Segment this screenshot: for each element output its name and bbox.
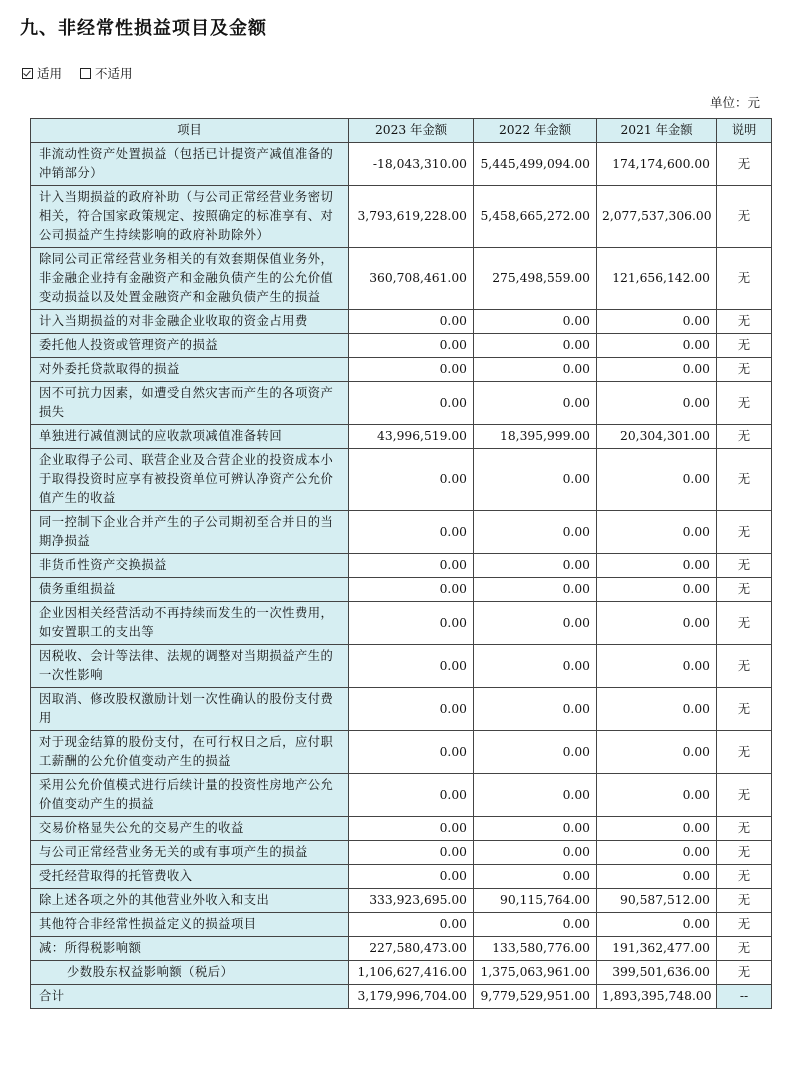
row-note: 无: [717, 425, 772, 449]
row-value-2022: 0.00: [474, 688, 597, 731]
row-note: 无: [717, 578, 772, 602]
table-row: [31, 817, 772, 841]
row-item-label: 计入当期损益的对非金融企业收取的资金占用费: [31, 310, 349, 334]
row-note: --: [717, 985, 772, 1009]
checkbox-empty-icon[interactable]: [80, 68, 91, 79]
row-note: 无: [717, 817, 772, 841]
section-heading: 九、非经常性损益项目及金额: [20, 18, 267, 39]
table-row: [31, 937, 772, 961]
row-value-2021: 0.00: [597, 310, 717, 334]
row-value-2023: 43,996,519.00: [349, 425, 474, 449]
row-item-label: 非流动性资产处置损益（包括已计提资产减值准备的冲销部分）: [31, 143, 349, 186]
row-item-label: 因不可抗力因素，如遭受自然灾害而产生的各项资产损失: [31, 382, 349, 425]
row-value-2022: 0.00: [474, 449, 597, 511]
row-item-label: 除上述各项之外的其他营业外收入和支出: [31, 889, 349, 913]
row-note: 无: [717, 186, 772, 248]
row-value-2022: 0.00: [474, 382, 597, 425]
row-value-2022: 0.00: [474, 511, 597, 554]
row-value-2022: 0.00: [474, 817, 597, 841]
row-item-label: 合计: [31, 985, 349, 1009]
row-value-2023: 0.00: [349, 578, 474, 602]
row-value-2022: 0.00: [474, 645, 597, 688]
table-row: [31, 382, 772, 425]
row-value-2023: 0.00: [349, 358, 474, 382]
row-value-2021: 0.00: [597, 578, 717, 602]
row-item-label: 单独进行减值测试的应收款项减值准备转回: [31, 425, 349, 449]
row-note: 无: [717, 511, 772, 554]
row-note: 无: [717, 449, 772, 511]
row-value-2022: 275,498,559.00: [474, 248, 597, 310]
row-value-2022: 0.00: [474, 865, 597, 889]
row-value-2021: 0.00: [597, 817, 717, 841]
row-item-label: 非货币性资产交换损益: [31, 554, 349, 578]
table-row: [31, 554, 772, 578]
row-note: 无: [717, 554, 772, 578]
row-note: 无: [717, 889, 772, 913]
row-value-2023: 0.00: [349, 382, 474, 425]
row-value-2023: 0.00: [349, 817, 474, 841]
row-note: 无: [717, 334, 772, 358]
row-note: 无: [717, 645, 772, 688]
row-note: 无: [717, 913, 772, 937]
header-note: 说明: [717, 119, 772, 143]
row-note: 无: [717, 382, 772, 425]
row-note: 无: [717, 841, 772, 865]
header-item: 项目: [31, 119, 349, 143]
row-item-label: 企业取得子公司、联营企业及合营企业的投资成本小于取得投资时应享有被投资单位可辨认净资产公允价值产生的收益: [31, 449, 349, 511]
row-value-2023: 3,793,619,228.00: [349, 186, 474, 248]
row-value-2023: 0.00: [349, 602, 474, 645]
row-value-2022: 0.00: [474, 841, 597, 865]
row-value-2023: 0.00: [349, 554, 474, 578]
row-value-2021: 0.00: [597, 731, 717, 774]
row-item-label: 交易价格显失公允的交易产生的收益: [31, 817, 349, 841]
row-value-2022: 18,395,999.00: [474, 425, 597, 449]
row-value-2021: 0.00: [597, 334, 717, 358]
row-value-2021: 0.00: [597, 358, 717, 382]
table-row: [31, 865, 772, 889]
header-2023: 2023 年金额: [349, 119, 474, 143]
table-row: [31, 961, 772, 985]
row-value-2021: 0.00: [597, 913, 717, 937]
row-item-label: 对于现金结算的股份支付，在可行权日之后，应付职工薪酬的公允价值变动产生的损益: [31, 731, 349, 774]
row-value-2021: 1,893,395,748.00: [597, 985, 717, 1009]
row-note: 无: [717, 143, 772, 186]
row-value-2023: -18,043,310.00: [349, 143, 474, 186]
row-value-2021: 0.00: [597, 554, 717, 578]
row-value-2023: 3,179,996,704.00: [349, 985, 474, 1009]
row-value-2021: 0.00: [597, 449, 717, 511]
row-value-2022: 5,445,499,094.00: [474, 143, 597, 186]
non-recurring-gains-table: [30, 118, 772, 1009]
table-row: [31, 248, 772, 310]
row-item-label: 债务重组损益: [31, 578, 349, 602]
table-row: [31, 449, 772, 511]
row-value-2023: 0.00: [349, 688, 474, 731]
row-item-label: 同一控制下企业合并产生的子公司期初至合并日的当期净损益: [31, 511, 349, 554]
row-item-label: 计入当期损益的政府补助（与公司正常经营业务密切相关，符合国家政策规定、按照确定的标准享有、对公司损益产生持续影响的政府补助除外）: [31, 186, 349, 248]
row-value-2021: 0.00: [597, 602, 717, 645]
row-value-2022: 1,375,063,961.00: [474, 961, 597, 985]
row-value-2023: 1,106,627,416.00: [349, 961, 474, 985]
row-value-2023: 0.00: [349, 731, 474, 774]
row-value-2021: 0.00: [597, 511, 717, 554]
row-value-2022: 9,779,529,951.00: [474, 985, 597, 1009]
table-row: [31, 310, 772, 334]
row-note: 无: [717, 865, 772, 889]
row-value-2021: 2,077,537,306.00: [597, 186, 717, 248]
row-item-label: 减：所得税影响额: [31, 937, 349, 961]
row-value-2021: 174,174,600.00: [597, 143, 717, 186]
row-value-2022: 0.00: [474, 358, 597, 382]
row-item-label: 委托他人投资或管理资产的损益: [31, 334, 349, 358]
row-value-2023: 0.00: [349, 511, 474, 554]
row-value-2022: 0.00: [474, 602, 597, 645]
row-item-label: 因税收、会计等法律、法规的调整对当期损益产生的一次性影响: [31, 645, 349, 688]
row-item-label: 对外委托贷款取得的损益: [31, 358, 349, 382]
row-item-label: 除同公司正常经营业务相关的有效套期保值业务外，非金融企业持有金融资产和金融负债产生的公允价值变动损益以及处置金融资产和金融负债产生的损益: [31, 248, 349, 310]
table-row: [31, 334, 772, 358]
row-value-2022: 0.00: [474, 913, 597, 937]
table-row: [31, 186, 772, 248]
row-value-2022: 0.00: [474, 334, 597, 358]
row-note: 无: [717, 961, 772, 985]
row-value-2023: 0.00: [349, 645, 474, 688]
row-value-2023: 227,580,473.00: [349, 937, 474, 961]
row-item-label: 与公司正常经营业务无关的或有事项产生的损益: [31, 841, 349, 865]
table-row: [31, 889, 772, 913]
row-value-2021: 0.00: [597, 688, 717, 731]
row-value-2021: 0.00: [597, 865, 717, 889]
table-body: [31, 143, 772, 1009]
table-row: [31, 511, 772, 554]
table-row: [31, 143, 772, 186]
row-value-2023: 0.00: [349, 334, 474, 358]
header-2022: 2022 年金额: [474, 119, 597, 143]
row-value-2021: 0.00: [597, 645, 717, 688]
table-row: [31, 774, 772, 817]
table-row: [31, 841, 772, 865]
row-note: 无: [717, 310, 772, 334]
row-value-2023: 0.00: [349, 841, 474, 865]
table-row: [31, 578, 772, 602]
row-item-label: 企业因相关经营活动不再持续而发生的一次性费用，如安置职工的支出等: [31, 602, 349, 645]
option-not-applicable-label: 不适用: [95, 66, 133, 81]
row-note: 无: [717, 248, 772, 310]
row-value-2021: 0.00: [597, 774, 717, 817]
row-value-2021: 399,501,636.00: [597, 961, 717, 985]
row-note: 无: [717, 937, 772, 961]
row-value-2023: 0.00: [349, 310, 474, 334]
row-value-2021: 20,304,301.00: [597, 425, 717, 449]
row-item-label: 因取消、修改股权激励计划一次性确认的股份支付费用: [31, 688, 349, 731]
table-row: [31, 358, 772, 382]
table-row: [31, 425, 772, 449]
option-applicable-label: 适用: [37, 66, 63, 81]
row-item-label: 采用公允价值模式进行后续计量的投资性房地产公允价值变动产生的损益: [31, 774, 349, 817]
table-row: [31, 602, 772, 645]
table-row: [31, 645, 772, 688]
row-value-2021: 191,362,477.00: [597, 937, 717, 961]
row-value-2023: 0.00: [349, 449, 474, 511]
row-item-label: 受托经营取得的托管费收入: [31, 865, 349, 889]
row-value-2022: 5,458,665,272.00: [474, 186, 597, 248]
row-value-2022: 133,580,776.00: [474, 937, 597, 961]
row-value-2022: 0.00: [474, 554, 597, 578]
row-value-2023: 0.00: [349, 913, 474, 937]
row-value-2021: 0.00: [597, 841, 717, 865]
row-item-label: 其他符合非经常性损益定义的损益项目: [31, 913, 349, 937]
row-value-2022: 90,115,764.00: [474, 889, 597, 913]
table-row: [31, 985, 772, 1009]
row-note: 无: [717, 774, 772, 817]
row-value-2022: 0.00: [474, 731, 597, 774]
row-value-2023: 0.00: [349, 865, 474, 889]
applicability-options: [22, 64, 133, 82]
row-note: 无: [717, 602, 772, 645]
header-2021: 2021 年金额: [597, 119, 717, 143]
table-row: [31, 731, 772, 774]
row-value-2021: 90,587,512.00: [597, 889, 717, 913]
row-value-2021: 121,656,142.00: [597, 248, 717, 310]
row-value-2022: 0.00: [474, 310, 597, 334]
row-value-2023: 333,923,695.00: [349, 889, 474, 913]
row-value-2022: 0.00: [474, 578, 597, 602]
row-value-2023: 360,708,461.00: [349, 248, 474, 310]
row-value-2022: 0.00: [474, 774, 597, 817]
row-note: 无: [717, 731, 772, 774]
row-note: 无: [717, 358, 772, 382]
row-value-2023: 0.00: [349, 774, 474, 817]
table-header-row: [31, 119, 772, 143]
table-row: [31, 913, 772, 937]
row-value-2021: 0.00: [597, 382, 717, 425]
table-row: [31, 688, 772, 731]
unit-label: 单位：元: [709, 95, 760, 110]
row-note: 无: [717, 688, 772, 731]
checkbox-checked-icon[interactable]: [22, 68, 33, 79]
row-item-label: 少数股东权益影响额（税后）: [31, 961, 349, 985]
